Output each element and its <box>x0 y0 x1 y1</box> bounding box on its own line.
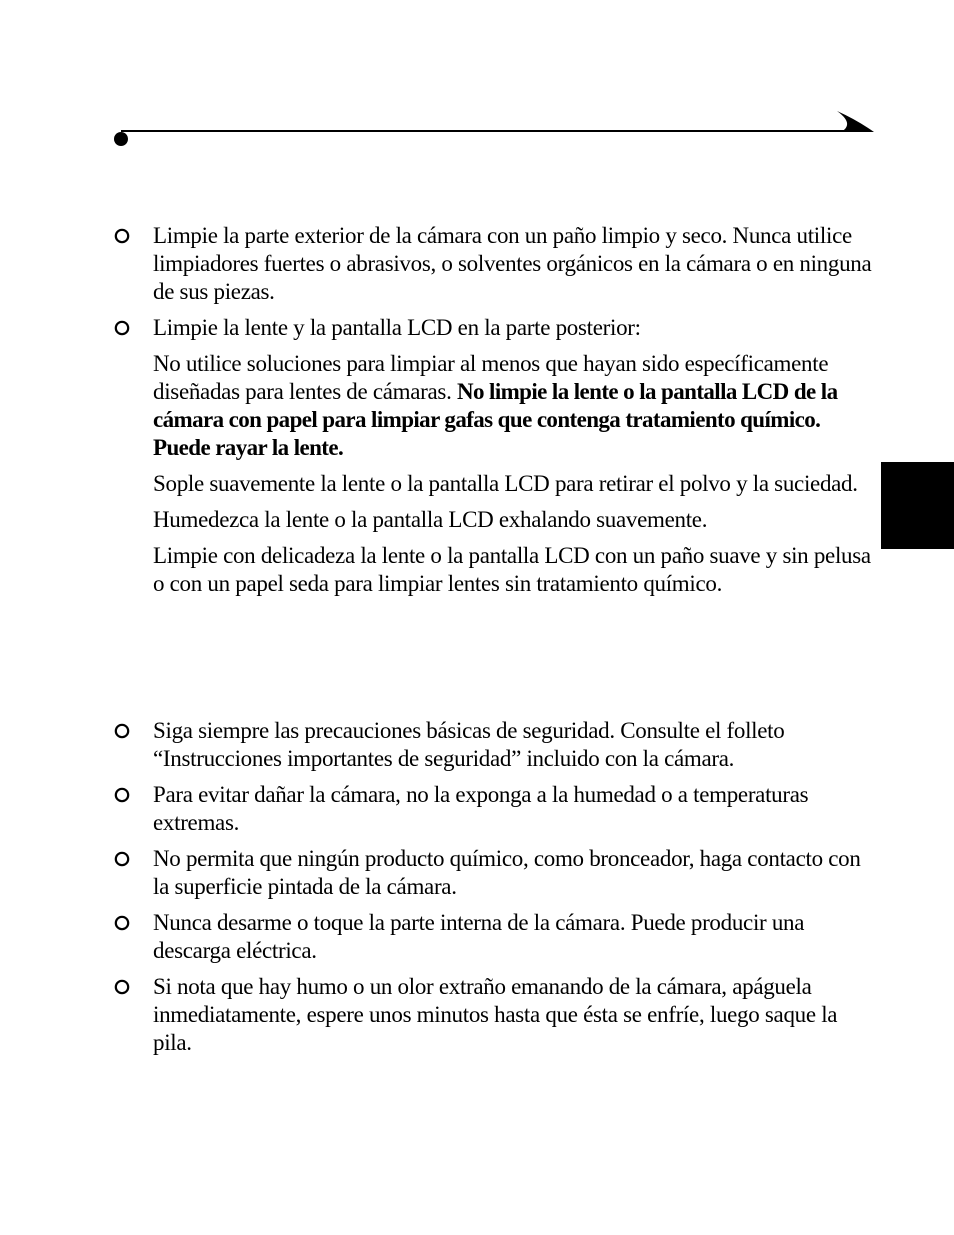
item-text: Nunca desarme o toque la parte interna de la cámara. Puede producir una descarga eléctrica. <box>153 910 805 963</box>
sub-paragraph <box>113 350 873 462</box>
item-text: Siga siempre las precauciones básicas de seguridad. Consulte el folleto “Instrucciones importantes de seguridad” incluido con la cámara. <box>153 718 785 771</box>
sub-paragraph-text: Sople suavemente la lente o la pantalla LCD para retirar el polvo y la suciedad. <box>153 471 858 496</box>
section-tab <box>881 462 954 549</box>
header-rule <box>113 108 875 148</box>
list-item <box>113 845 873 901</box>
sub-paragraph <box>113 470 873 498</box>
hollow-circle-bullet-icon <box>114 320 130 336</box>
hollow-circle-bullet-icon <box>114 851 130 867</box>
hollow-circle-bullet-icon <box>114 915 130 931</box>
hollow-circle-bullet-icon <box>114 723 130 739</box>
list-item <box>113 909 873 965</box>
item-text: Si nota que hay humo o un olor extraño emanando de la cámara, apáguela inmediatamente, espere unos minutos hasta que ésta se enfríe, luego saque la pila. <box>153 974 838 1055</box>
warning-text: No limpie la lente o la pantalla LCD de la cámara con papel para limpiar gafas que contenga tratamiento químico. Puede rayar la lente. <box>153 379 838 460</box>
sub-paragraph <box>113 542 873 598</box>
item-text: Para evitar dañar la cámara, no la exponga a la humedad o a temperaturas extremas. <box>153 782 809 835</box>
list-item <box>113 717 873 773</box>
rule-end-arrow-icon <box>837 111 874 132</box>
cleaning-section <box>113 222 873 598</box>
sub-paragraph <box>113 506 873 534</box>
list-item <box>113 973 873 1057</box>
sub-paragraph-text: Limpie con delicadeza la lente o la pantalla LCD con un paño suave y sin pelusa o con un papel seda para limpiar lentes sin tratamiento químico. <box>153 543 871 596</box>
item-text: No permita que ningún producto químico, como bronceador, haga contacto con la superficie pintada de la cámara. <box>153 846 861 899</box>
hollow-circle-bullet-icon <box>114 979 130 995</box>
sub-paragraph-text: Humedezca la lente o la pantalla LCD exhalando suavemente. <box>153 507 708 532</box>
safety-section <box>113 717 873 1065</box>
sub-paragraph-text <box>153 350 873 462</box>
hollow-circle-bullet-icon <box>114 787 130 803</box>
item-text: Limpie la parte exterior de la cámara con un paño limpio y seco. Nunca utilice limpiadores fuertes o abrasivos, o solventes orgánicos en la cámara o en ninguna de sus piezas. <box>153 223 872 304</box>
sub-paragraph-regular: No utilice soluciones para limpiar al menos que hayan sido específicamente diseñadas para lentes de cámaras. <box>153 351 829 404</box>
list-item <box>113 222 873 306</box>
rule-start-dot-icon <box>114 132 128 146</box>
hollow-circle-bullet-icon <box>114 228 130 244</box>
list-item <box>113 314 873 342</box>
list-item <box>113 781 873 837</box>
item-text: Limpie la lente y la pantalla LCD en la parte posterior: <box>153 315 641 340</box>
